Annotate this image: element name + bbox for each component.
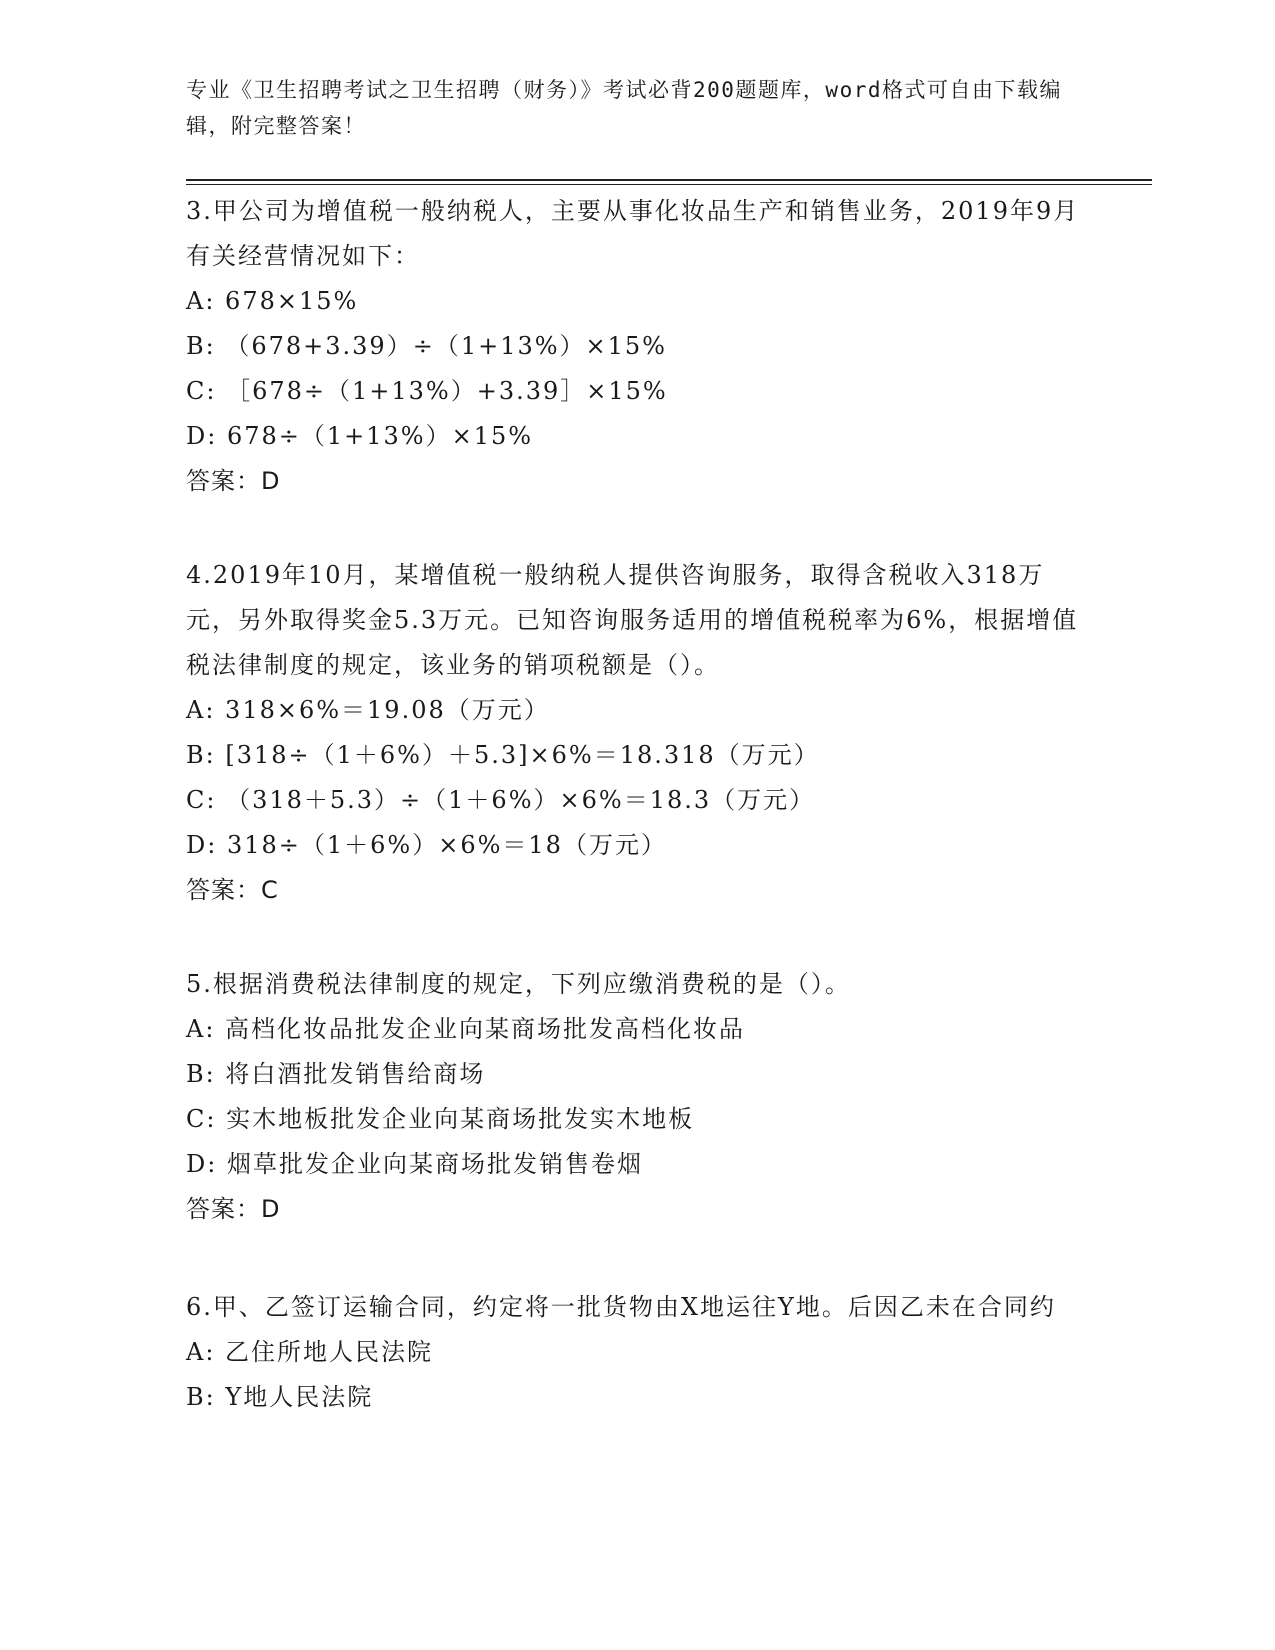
answer: 答案：C	[186, 876, 279, 904]
header-divider-bottom	[186, 184, 1152, 185]
question-text: 3.甲公司为增值税一般纳税人，主要从事化妆品生产和销售业务，2019年9月有关经营情况如下：	[186, 197, 1080, 270]
option-c: C: 实木地板批发企业向某商场批发实木地板	[186, 1105, 695, 1133]
option-b: B: Y地人民法院	[186, 1383, 374, 1411]
option-a: A: 678×15%	[186, 287, 359, 315]
option-d: D: 烟草批发企业向某商场批发销售卷烟	[186, 1150, 643, 1178]
option-b: B: （678+3.39）÷（1+13%）×15%	[186, 332, 667, 360]
option-a: A: 乙住所地人民法院	[186, 1338, 434, 1366]
question-6	[186, 1285, 1086, 1420]
option-c: C: ［678÷（1+13%）+3.39］×15%	[186, 377, 668, 405]
question-text: 6.甲、乙签订运输合同，约定将一批货物由X地运往Y地。后因乙未在合同约	[186, 1293, 1056, 1321]
option-a: A: 高档化妆品批发企业向某商场批发高档化妆品	[186, 1015, 746, 1043]
question-3	[186, 189, 1086, 504]
answer: 答案：D	[186, 1195, 281, 1223]
answer: 答案：D	[186, 467, 281, 495]
question-5	[186, 962, 1086, 1232]
option-d: D: 678÷（1+13%）×15%	[186, 422, 534, 450]
option-d: D: 318÷（1＋6%）×6%＝18（万元）	[186, 831, 667, 859]
option-b: B: 将白酒批发销售给商场	[186, 1060, 486, 1088]
option-a: A: 318×6%＝19.08（万元）	[186, 696, 550, 724]
header-divider-top	[186, 179, 1152, 181]
option-c: C: （318＋5.3）÷（1＋6%）×6%＝18.3（万元）	[186, 786, 816, 814]
document-header	[186, 72, 1066, 144]
question-text: 4.2019年10月，某增值税一般纳税人提供咨询服务，取得含税收入318万元，另外取得奖金5.3万元。已知咨询服务适用的增值税税率为6%，根据增值税法律制度的规定，该业务的销项税额是（）。	[186, 561, 1079, 679]
question-text: 5.根据消费税法律制度的规定，下列应缴消费税的是（）。	[186, 970, 851, 998]
question-4	[186, 553, 1086, 913]
header-text: 专业《卫生招聘考试之卫生招聘（财务）》考试必背200题题库，word格式可自由下载编辑，附完整答案！	[186, 78, 1062, 138]
option-b: B: [318÷（1＋6%）＋5.3]×6%＝18.318（万元）	[186, 741, 820, 769]
